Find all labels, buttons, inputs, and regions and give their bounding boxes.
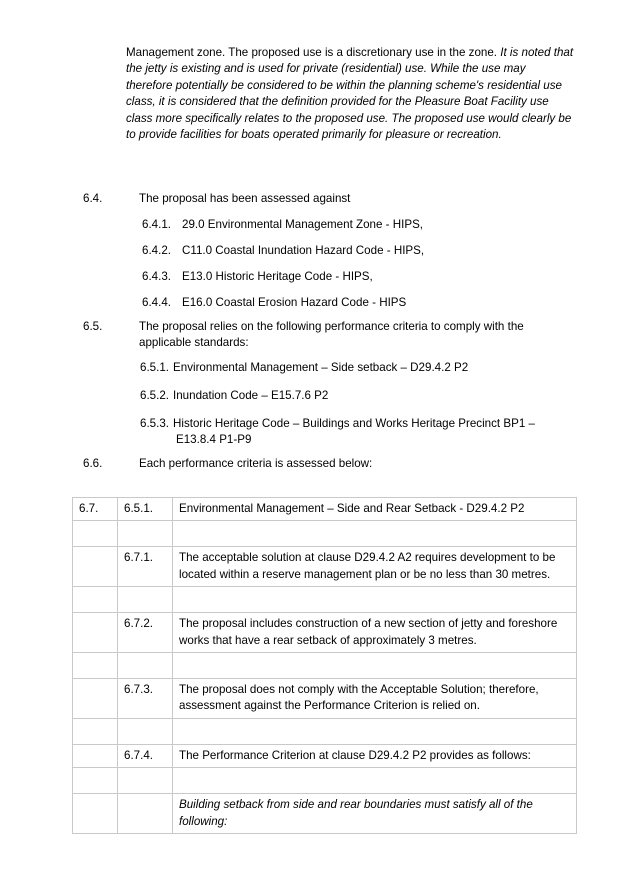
table-cell-clause-number [73, 794, 118, 834]
clause-6-4-number: 6.4. [83, 192, 103, 205]
table-cell-clause-number: 6.7. [73, 498, 118, 521]
subitem-6-4-4 [142, 295, 406, 311]
table-spacer-row [73, 521, 577, 547]
clause-6-6 [83, 456, 575, 472]
table-row [73, 744, 577, 767]
table-cell-content [173, 587, 577, 613]
table-cell-content [173, 768, 577, 794]
table-row [73, 613, 577, 653]
clause-6-4 [83, 191, 575, 207]
table-cell-content: The proposal includes construction of a new section of jetty and foreshore works that have a rear setback of approximately 3 metres. [173, 613, 577, 653]
table-spacer-row [73, 768, 577, 794]
table-spacer-row [73, 587, 577, 613]
subitem-6-4-3-number: 6.4.3. [142, 270, 172, 283]
table-cell-item-number: 6.5.1. [118, 498, 173, 521]
subitem-6-4-4-text: E16.0 Coastal Erosion Hazard Code - HIPS [182, 296, 407, 309]
subitem-6-4-1-number: 6.4.1. [142, 218, 172, 231]
table-cell-item-number [118, 718, 173, 744]
table-cell-clause-number [73, 718, 118, 744]
subitem-6-5-3-number: 6.5.3. [140, 417, 170, 430]
table-cell-clause-number [73, 613, 118, 653]
assessment-table [72, 497, 577, 834]
intro-italic-text: It is noted that the jetty is existing and is used for private (residential) use. While the use may therefore potentially be considered to be within the planning scheme's residential use class, it is considered that the definition provided for the Pleasure Boat Facility use class more specifically relates to the proposed use. The proposed use would clearly be to provide facilities for boats operated primarily for pleasure or recreation. [126, 46, 574, 142]
table-cell-item-number: 6.7.4. [118, 744, 173, 767]
table-cell-item-number: 6.7.1. [118, 547, 173, 587]
subitem-6-4-1 [142, 217, 423, 233]
clause-6-6-text: Each performance criteria is assessed below: [139, 457, 373, 470]
clause-6-6-number: 6.6. [83, 457, 103, 470]
subitem-6-5-1 [140, 360, 570, 376]
table-cell-clause-number [73, 653, 118, 679]
subitem-6-4-1-text: 29.0 Environmental Management Zone - HIPS, [182, 218, 424, 231]
subitem-6-5-2 [140, 388, 570, 404]
table-row [73, 547, 577, 587]
subitem-6-5-3 [140, 416, 570, 449]
table-spacer-row [73, 718, 577, 744]
table-cell-item-number: 6.7.2. [118, 613, 173, 653]
table-cell-content: The acceptable solution at clause D29.4.2 A2 requires development to be located within a reserve management plan or be no less than 30 metres. [173, 547, 577, 587]
table-row [73, 794, 577, 834]
table-cell-clause-number [73, 587, 118, 613]
subitem-6-4-3-text: E13.0 Historic Heritage Code - HIPS, [182, 270, 373, 283]
subitem-6-4-2-number: 6.4.2. [142, 244, 172, 257]
table-cell-clause-number [73, 679, 118, 719]
table-cell-item-number: 6.7.3. [118, 679, 173, 719]
table-cell-content [173, 521, 577, 547]
table-cell-content: Environmental Management – Side and Rear Setback - D29.4.2 P2 [173, 498, 577, 521]
clause-6-5-number: 6.5. [83, 320, 103, 333]
table-cell-content: Building setback from side and rear boundaries must satisfy all of the following: [173, 794, 577, 834]
subitem-6-5-1-text: Environmental Management – Side setback – D29.4.2 P2 [173, 361, 469, 374]
table-cell-clause-number [73, 521, 118, 547]
subitem-6-5-2-text: Inundation Code – E15.7.6 P2 [173, 389, 329, 402]
table-cell-item-number [118, 768, 173, 794]
table-cell-content [173, 653, 577, 679]
subitem-6-5-1-number: 6.5.1. [140, 361, 170, 374]
table-cell-item-number [118, 587, 173, 613]
subitem-6-5-3-continuation: E13.8.4 P1-P9 [176, 433, 252, 447]
table-cell-content: The proposal does not comply with the Acceptable Solution; therefore, assessment against the Performance Criterion is relied on. [173, 679, 577, 719]
table-row [73, 679, 577, 719]
subitem-6-5-2-number: 6.5.2. [140, 389, 170, 402]
assessment-table-body [73, 498, 577, 834]
subitem-6-4-2 [142, 243, 424, 259]
table-cell-item-number [118, 794, 173, 834]
table-cell-content: The Performance Criterion at clause D29.4.2 P2 provides as follows: [173, 744, 577, 767]
clause-6-4-text: The proposal has been assessed against [139, 192, 351, 205]
table-cell-item-number [118, 521, 173, 547]
intro-plain-text: Management zone. The proposed use is a discretionary use in the zone. [126, 46, 498, 59]
table-cell-clause-number [73, 744, 118, 767]
table-cell-content [173, 718, 577, 744]
table-row [73, 498, 577, 521]
subitem-6-5-3-text: Historic Heritage Code – Buildings and Works Heritage Precinct BP1 – [173, 417, 535, 430]
table-cell-clause-number [73, 547, 118, 587]
clause-6-5-text: The proposal relies on the following performance criteria to comply with the applicable standards: [139, 320, 524, 350]
table-cell-item-number [118, 653, 173, 679]
table-cell-clause-number [73, 768, 118, 794]
subitem-6-4-4-number: 6.4.4. [142, 296, 172, 309]
clause-6-5 [83, 319, 575, 352]
subitem-6-4-2-text: C11.0 Coastal Inundation Hazard Code - HIPS, [182, 244, 425, 257]
table-spacer-row [73, 653, 577, 679]
subitem-6-4-3 [142, 269, 373, 285]
intro-paragraph [126, 45, 574, 143]
